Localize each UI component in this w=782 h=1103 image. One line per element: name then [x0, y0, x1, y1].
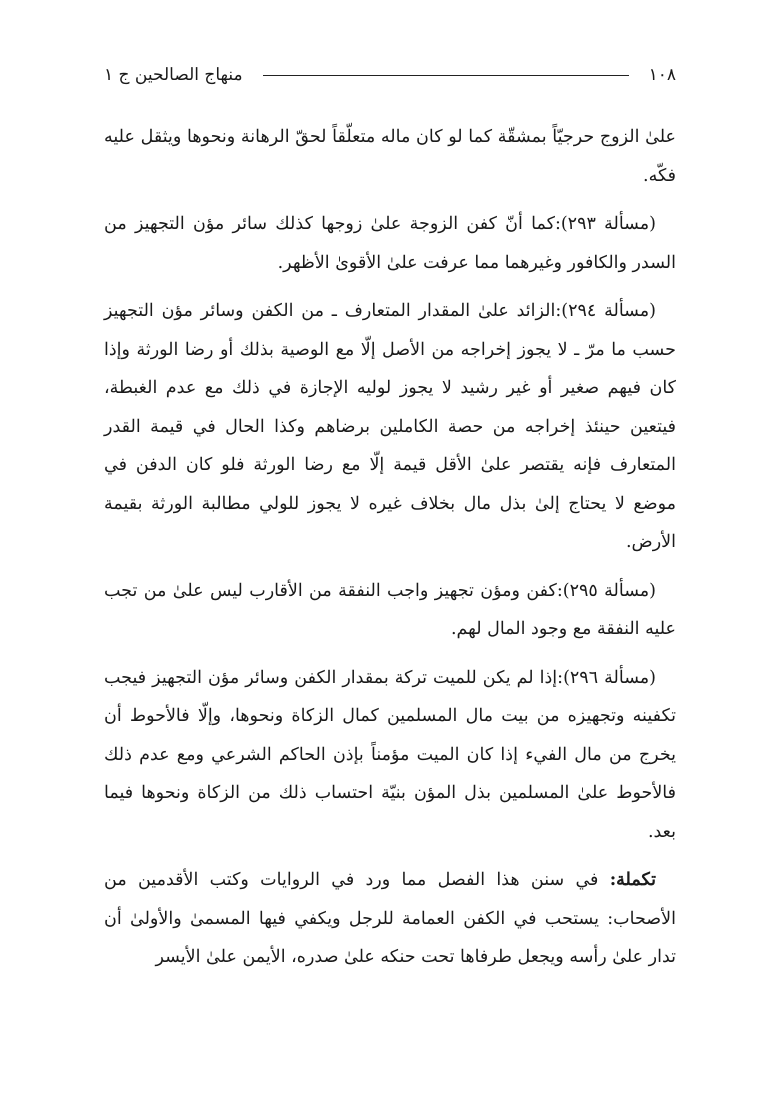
paragraph-text: الزائد علىٰ المقدار المتعارف ـ من الكفن وسائر مؤن التجهيز حسب ما مرّ ـ لا يجوز إخراجه من الأصل إلّا مع الوصية بذلك أو رضا الورثة وإذا كان فيهم صغير أو غير رشيد لا يجوز لوليه الإجازة في ذلك مع عدم الغبطة، فيتعين حينئذ إخراجه من حصة الكاملين برضاهم وكذا الحال في قيمة القدر المتعارف فإنه يقتصر علىٰ الأقل قيمة إلّا مع رضا الورثة فلو كان الدفن في موضع لا يحتاج إلىٰ بذل مال بخلاف غيره لا يجوز للولي مطالبة الورثة بقيمة الأرض.	[104, 301, 676, 552]
header-rule	[263, 75, 629, 76]
issue-label: (مسألة ٢٩٦):	[557, 667, 657, 688]
paragraph-text: في سنن هذا الفصل مما ورد في الروايات وكتب الأقدمين من الأصحاب: يستحب في الكفن العمامة للرجل ويكفي فيها المسمىٰ والأولىٰ أن تدار علىٰ رأسه ويجعل طرفاها تحت حنكه علىٰ صدره، الأيمن علىٰ الأيسر	[104, 870, 676, 967]
supplement-label: تكملة:	[609, 870, 656, 890]
issue-label: (مسألة ٢٩٣):	[554, 214, 656, 234]
paragraph-text: علىٰ الزوج حرجيّاً بمشقّة كما لو كان ماله متعلّقاً لحقّ الرهانة ونحوها ويثقل عليه فكّه.	[104, 127, 676, 186]
paragraph-text: كفن ومؤن تجهيز واجب النفقة من الأقارب ليس علىٰ من تجب عليه النفقة مع وجود المال لهم.	[104, 580, 676, 639]
issue-296	[104, 659, 676, 852]
paragraph-text: كما أنّ كفن الزوجة علىٰ زوجها كذلك سائر مؤن التجهيز من السدر والكافور وغيرهما مما عرفت علىٰ الأقوىٰ الأظهر.	[104, 214, 676, 273]
issue-293	[104, 205, 676, 282]
page-body	[104, 118, 676, 977]
issue-295	[104, 572, 676, 649]
supplement-paragraph	[104, 861, 676, 977]
issue-294	[104, 292, 676, 562]
book-title: منهاج الصالحين ج ١	[104, 65, 243, 85]
book-page	[104, 58, 676, 987]
page-number: ١٠٨	[648, 65, 676, 85]
page-header	[104, 58, 676, 92]
paragraph-continued	[104, 118, 676, 195]
issue-label: (مسألة ٢٩٤):	[555, 301, 656, 321]
issue-label: (مسألة ٢٩٥):	[556, 580, 657, 601]
paragraph-text: إذا لم يكن للميت تركة بمقدار الكفن وسائر مؤن التجهيز فيجب تكفينه وتجهيزه من بيت مال المسلمين كمال الزكاة ونحوها، وإلّا فالأحوط أن يخرج من مال الفيء إذا كان الميت مؤمناً بإذن الحاكم الشرعي ومع عدم ذلك فالأحوط علىٰ المسلمين بذل المؤن بنيّة احتساب ذلك من الزكاة ونحوها فيما بعد.	[104, 667, 676, 842]
